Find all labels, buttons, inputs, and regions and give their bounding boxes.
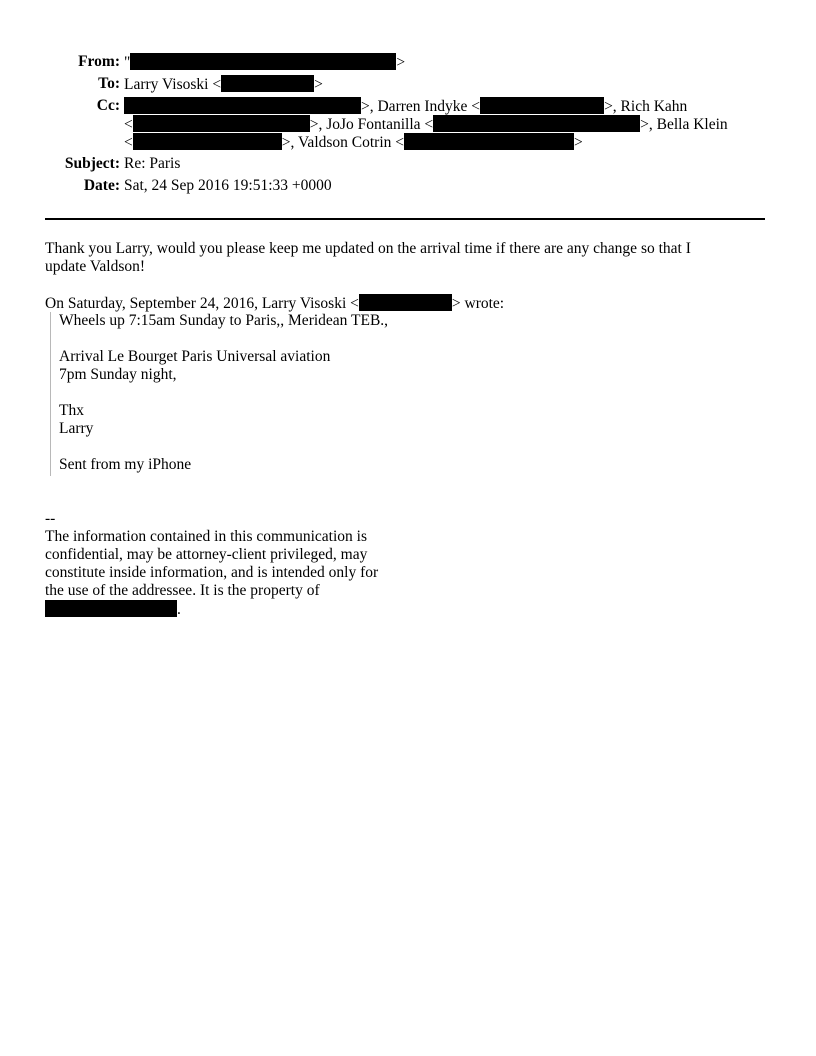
disclaimer-line-5 <box>45 600 181 619</box>
redaction-block <box>133 133 282 150</box>
quote-line-3: 7pm Sunday night, <box>59 366 177 383</box>
cc-open: < <box>124 116 133 133</box>
cc-valdson: >, Valdson Cotrin < <box>281 134 405 151</box>
header-divider <box>45 218 765 220</box>
disclaimer-period: . <box>177 601 181 618</box>
cc-jojo: >, JoJo Fontanilla < <box>309 116 434 133</box>
date-label: Date: <box>83 177 120 194</box>
signature-dashes: -- <box>45 510 56 527</box>
to-close: > <box>314 76 323 93</box>
disclaimer-line-2: confidential, may be attorney-client privileged, may <box>45 546 368 563</box>
subject-value: Re: Paris <box>124 155 181 172</box>
quote-line-5: Larry <box>59 420 94 437</box>
to-value <box>124 75 323 94</box>
date-value: Sat, 24 Sep 2016 19:51:33 +0000 <box>124 177 332 194</box>
redaction-block <box>130 53 396 70</box>
attribution-text: On Saturday, September 24, 2016, Larry Visoski < <box>45 295 359 312</box>
cc-line-1 <box>124 97 687 116</box>
body-line-2: update Valdson! <box>45 258 146 275</box>
cc-label: Cc: <box>96 97 120 114</box>
redaction-block <box>480 97 604 114</box>
redaction-block <box>133 115 310 132</box>
redaction-block <box>359 294 452 311</box>
cc-rich: >, Rich Kahn <box>604 98 688 115</box>
to-label: To: <box>98 75 120 92</box>
quote-line-2: Arrival Le Bourget Paris Universal aviation <box>59 348 331 365</box>
cc-close: > <box>574 134 583 151</box>
disclaimer-line-3: constitute inside information, and is intended only for <box>45 564 379 581</box>
subject-label: Subject: <box>64 155 120 172</box>
from-value <box>124 53 405 72</box>
disclaimer-line-1: The information contained in this communication is <box>45 528 367 545</box>
body-line-1: Thank you Larry, would you please keep me updated on the arrival time if there are any change so that I <box>45 240 691 257</box>
to-name: Larry Visoski < <box>124 76 222 93</box>
cc-line-3 <box>124 133 583 152</box>
cc-bella: >, Bella Klein <box>640 116 728 133</box>
quote-attribution <box>45 294 504 313</box>
quote-line-1: Wheels up 7:15am Sunday to Paris,, Meridean TEB., <box>59 312 389 329</box>
cc-darren: >, Darren Indyke < <box>361 98 481 115</box>
redaction-block <box>404 133 574 150</box>
quote-line-4: Thx <box>59 402 84 419</box>
disclaimer-line-4: the use of the addressee. It is the property of <box>45 582 320 599</box>
redaction-block <box>45 600 177 617</box>
redaction-block <box>433 115 640 132</box>
quote-line-6: Sent from my iPhone <box>59 456 192 473</box>
redaction-block <box>221 75 314 92</box>
redaction-block <box>124 97 361 114</box>
from-label: From: <box>78 53 120 70</box>
cc-line-2 <box>124 115 728 134</box>
attribution-wrote: > wrote: <box>451 295 505 312</box>
from-close: > <box>396 54 406 71</box>
from-quote: " <box>124 54 131 71</box>
cc-open: < <box>124 134 133 151</box>
quote-bar <box>50 312 51 476</box>
